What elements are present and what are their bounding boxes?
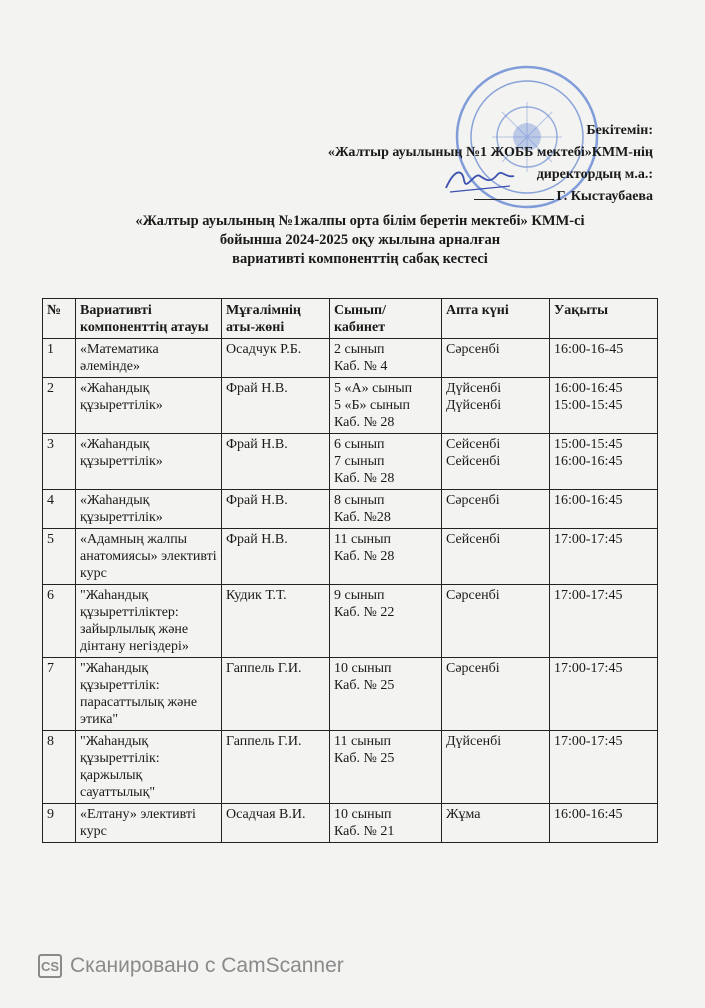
cell-component: «Елтану» элективті курс bbox=[76, 804, 222, 843]
cell-weekday: Сейсенбі bbox=[442, 529, 550, 585]
header-time: Уақыты bbox=[550, 299, 658, 339]
document-title bbox=[80, 212, 640, 269]
cell-number: 5 bbox=[43, 529, 76, 585]
director-name: Г. Кыстаубаева bbox=[556, 189, 653, 204]
cell-time: 16:00-16:45 bbox=[550, 490, 658, 529]
cell-component: "Жаһандық құзыреттіліктер: зайырлылық және дінтану негіздері» bbox=[76, 585, 222, 658]
table-header-row bbox=[43, 299, 658, 339]
cell-class-room: 2 сынып Каб. № 4 bbox=[330, 339, 442, 378]
cell-weekday: Сәрсенбі bbox=[442, 339, 550, 378]
cell-class-room: 11 сынып Каб. № 25 bbox=[330, 731, 442, 804]
cell-weekday: Сәрсенбі bbox=[442, 585, 550, 658]
cell-class-room: 6 сынып 7 сынып Каб. № 28 bbox=[330, 434, 442, 490]
header-teacher: Мұғалімнің аты-жөні bbox=[222, 299, 330, 339]
cell-time: 17:00-17:45 bbox=[550, 585, 658, 658]
camscanner-logo-icon: CS bbox=[38, 954, 62, 978]
cell-time: 17:00-17:45 bbox=[550, 658, 658, 731]
camscanner-text: Сканировано с CamScanner bbox=[70, 954, 344, 977]
approval-line-1: Бекітемін: bbox=[586, 123, 653, 138]
table-row bbox=[43, 490, 658, 529]
cell-component: "Жаһандық құзыреттілік: парасаттылық және этика" bbox=[76, 658, 222, 731]
cell-number: 2 bbox=[43, 378, 76, 434]
title-line-2: бойынша 2024-2025 оқу жылына арналған bbox=[219, 232, 501, 248]
cell-time: 16:00-16-45 bbox=[550, 339, 658, 378]
cell-component: «Адамның жалпы анатомиясы» элективті курс bbox=[76, 529, 222, 585]
table-row bbox=[43, 585, 658, 658]
cell-component: "Жаһандық құзыреттілік: қаржылық сауаттылық" bbox=[76, 731, 222, 804]
cell-component: «Жаһандық құзыреттілік» bbox=[76, 378, 222, 434]
table-row bbox=[43, 731, 658, 804]
camscanner-footer bbox=[38, 954, 344, 978]
cell-teacher: Гаппель Г.И. bbox=[222, 731, 330, 804]
cell-class-room: 11 сынып Каб. № 28 bbox=[330, 529, 442, 585]
cell-time: 16:00-16:45 bbox=[550, 804, 658, 843]
cell-weekday: Сәрсенбі bbox=[442, 658, 550, 731]
schedule-table bbox=[42, 298, 658, 843]
cell-teacher: Гаппель Г.И. bbox=[222, 658, 330, 731]
cell-component: «Жаһандық құзыреттілік» bbox=[76, 490, 222, 529]
cell-teacher: Фрай Н.В. bbox=[222, 529, 330, 585]
table-row bbox=[43, 339, 658, 378]
cell-weekday: Дүйсенбі Дүйсенбі bbox=[442, 378, 550, 434]
table-row bbox=[43, 658, 658, 731]
cell-class-room: 8 сынып Каб. №28 bbox=[330, 490, 442, 529]
cell-teacher: Фрай Н.В. bbox=[222, 490, 330, 529]
cell-component: «Жаһандық құзыреттілік» bbox=[76, 434, 222, 490]
cell-number: 3 bbox=[43, 434, 76, 490]
cell-time: 17:00-17:45 bbox=[550, 529, 658, 585]
table-row bbox=[43, 378, 658, 434]
table-row bbox=[43, 804, 658, 843]
cell-teacher: Фрай Н.В. bbox=[222, 434, 330, 490]
cell-class-room: 9 сынып Каб. № 22 bbox=[330, 585, 442, 658]
cell-time: 16:00-16:45 15:00-15:45 bbox=[550, 378, 658, 434]
header-component: Вариативті компоненттің атауы bbox=[76, 299, 222, 339]
cell-weekday: Дүйсенбі bbox=[442, 731, 550, 804]
cell-class-room: 10 сынып Каб. № 21 bbox=[330, 804, 442, 843]
signature-icon bbox=[440, 160, 520, 200]
cell-teacher: Кудик Т.Т. bbox=[222, 585, 330, 658]
table-row bbox=[43, 529, 658, 585]
title-line-3: вариативті компоненттің сабақ кестесі bbox=[232, 251, 488, 267]
approval-line-3: директордың м.а.: bbox=[536, 167, 653, 182]
cell-time: 17:00-17:45 bbox=[550, 731, 658, 804]
cell-number: 7 bbox=[43, 658, 76, 731]
header-number: № bbox=[43, 299, 76, 339]
title-line-1: «Жалтыр ауылының №1жалпы орта білім беретін мектебі» КММ-сі bbox=[135, 213, 585, 229]
cell-number: 1 bbox=[43, 339, 76, 378]
cell-teacher: Осадчук Р.Б. bbox=[222, 339, 330, 378]
cell-number: 9 bbox=[43, 804, 76, 843]
header-class-room: Сынып/ кабинет bbox=[330, 299, 442, 339]
cell-number: 6 bbox=[43, 585, 76, 658]
cell-class-room: 10 сынып Каб. № 25 bbox=[330, 658, 442, 731]
header-weekday: Апта күні bbox=[442, 299, 550, 339]
approval-line-2: «Жалтыр ауылының №1 ЖОББ мектебі»КММ-нің bbox=[327, 145, 653, 160]
cell-weekday: Сәрсенбі bbox=[442, 490, 550, 529]
cell-weekday: Сейсенбі Сейсенбі bbox=[442, 434, 550, 490]
cell-teacher: Фрай Н.В. bbox=[222, 378, 330, 434]
table-row bbox=[43, 434, 658, 490]
cell-time: 15:00-15:45 16:00-16:45 bbox=[550, 434, 658, 490]
cell-teacher: Осадчая В.И. bbox=[222, 804, 330, 843]
cell-class-room: 5 «А» сынып 5 «Б» сынып Каб. № 28 bbox=[330, 378, 442, 434]
cell-weekday: Жұма bbox=[442, 804, 550, 843]
cell-component: «Математика әлемінде» bbox=[76, 339, 222, 378]
cell-number: 4 bbox=[43, 490, 76, 529]
cell-number: 8 bbox=[43, 731, 76, 804]
